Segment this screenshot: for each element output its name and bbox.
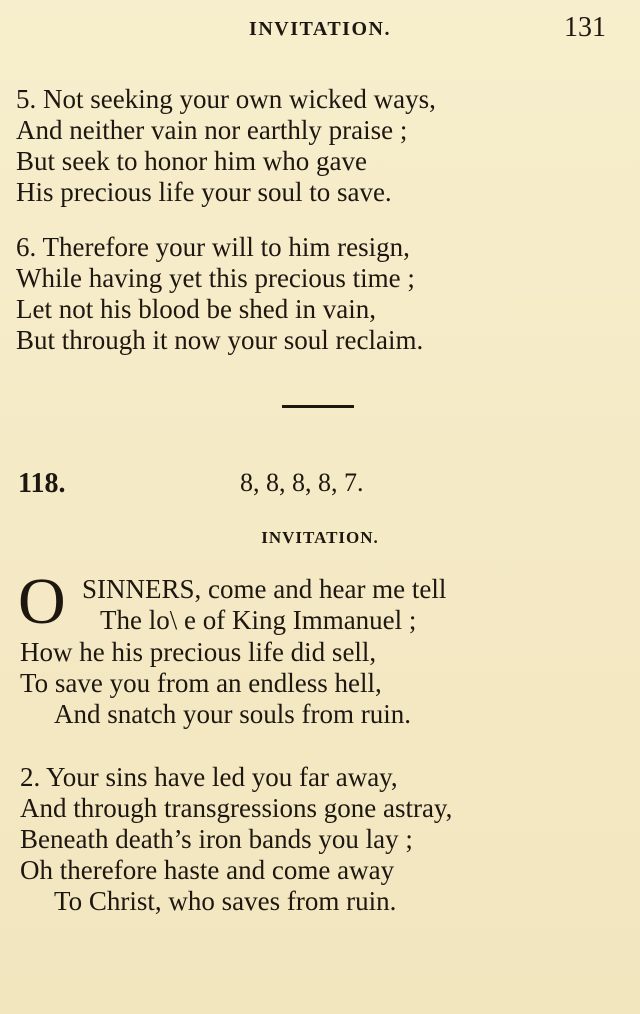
verse-line: 6. Therefore your will to him resign, [16, 232, 410, 262]
verse-line: His precious life your soul to save. [16, 177, 392, 207]
verse-line: To save you from an endless hell, [20, 668, 382, 698]
hymn-title: INVITATION. [261, 528, 379, 547]
verse-line: Beneath death’s iron bands you lay ; [20, 824, 413, 854]
verse-line: 2. Your sins have led you far away, [20, 762, 398, 792]
verse-line: And snatch your souls from ruin. [54, 699, 411, 729]
verse-line: But through it now your soul reclaim. [16, 325, 424, 355]
verse-line: While having yet this precious time ; [16, 263, 415, 293]
verse-2 [20, 762, 452, 917]
verse-line: How he his precious life did sell, [20, 637, 377, 667]
verse-line: But seek to honor him who gave [16, 146, 367, 176]
page-number: 131 [564, 12, 606, 43]
section-divider [282, 405, 354, 408]
verse-line: To Christ, who saves from ruin. [54, 886, 397, 916]
verse-line: Let not his blood be shed in vain, [16, 294, 376, 324]
verse-6 [16, 232, 423, 356]
verse-line: And through transgressions gone astray, [20, 793, 453, 823]
verse-line: Oh therefore haste and come away [20, 855, 395, 885]
drop-cap: O [18, 565, 66, 638]
running-title: INVITATION. [249, 18, 391, 40]
hymn-meter: 8, 8, 8, 8, 7. [240, 468, 364, 497]
hymn-first-line: SINNERS, come and hear me tell [82, 574, 447, 604]
verse-5 [16, 84, 436, 208]
hymn-number: 118. [18, 468, 66, 499]
verse-1-rest [20, 637, 411, 730]
hymn-second-line: The lo\ e of King Immanuel ; [100, 605, 417, 635]
verse-line: 5. Not seeking your own wicked ways, [16, 84, 436, 114]
verse-line: And neither vain nor earthly praise ; [16, 115, 408, 145]
